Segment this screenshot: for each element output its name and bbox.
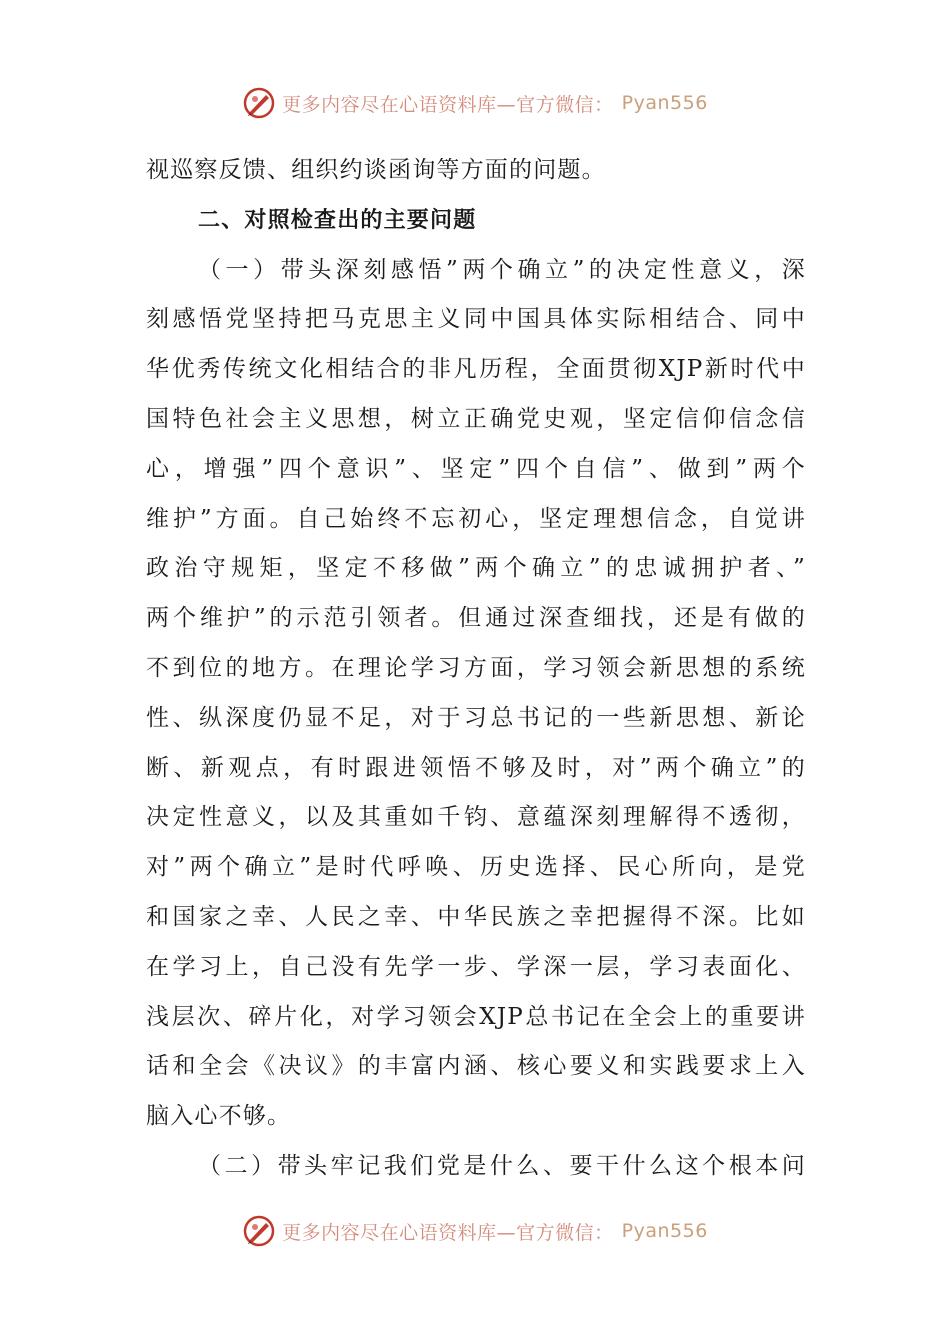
pen-logo-icon [242,86,276,120]
body-line: 断、新观点，有时跟进领悟不够及时，对”两个确立”的 [146,754,806,781]
watermark-text: 更多内容尽在心语资料库—官方微信： [282,93,614,116]
document-body [146,146,806,1192]
header-watermark [0,86,950,120]
body-line: 和国家之幸、人民之幸、中华民族之幸把握得不深。比如 [146,903,806,930]
body-line: 决定性意义，以及其重如千钧、意蕴深刻理解得不透彻， [146,804,806,831]
section-heading: 二、对照检查出的主要问题 [198,207,477,233]
body-line: 性、纵深度仍显不足，对于习总书记的一些新思想、新论 [146,704,806,731]
watermark-wechat-id: Pyan556 [621,1220,708,1242]
body-line: 不到位的地方。在理论学习方面，学习领会新思想的系统 [146,654,806,681]
body-line: （一）带头深刻感悟”两个确立”的决定性意义，深 [198,256,806,283]
body-line: 政治守规矩，坚定不移做”两个确立”的忠诚拥护者、” [146,555,806,582]
body-line: 两个维护”的示范引领者。但通过深查细找，还是有做的 [146,605,806,632]
body-line: 浅层次、碎片化，对学习领会XJP总书记在全会上的重要讲 [146,1003,806,1030]
body-line: 视巡察反馈、组织约谈函询等方面的问题。 [146,157,606,183]
body-line: （二）带头牢记我们党是什么、要干什么这个根本问 [198,1152,806,1179]
watermark-text: 更多内容尽在心语资料库—官方微信： [282,1221,614,1244]
body-line: 对”两个确立”是时代呼唤、历史选择、民心所向，是党 [146,854,806,881]
body-line: 国特色社会主义思想，树立正确党史观，坚定信仰信念信 [146,405,806,432]
body-line: 维护”方面。自己始终不忘初心，坚定理想信念，自觉讲 [146,505,806,532]
body-line: 心，增强”四个意识”、坚定”四个自信”、做到”两个 [146,455,806,482]
body-line: 在学习上，自己没有先学一步、学深一层，学习表面化、 [146,953,806,980]
watermark-wechat-id: Pyan556 [621,92,708,114]
body-line: 脑入心不够。 [146,1103,292,1130]
body-line: 话和全会《决议》的丰富内涵、核心要义和实践要求上入 [146,1053,806,1080]
body-line: 刻感悟党坚持把马克思主义同中国具体实际相结合、同中 [146,306,806,333]
footer-watermark [0,1214,950,1248]
pen-logo-icon [242,1214,276,1248]
body-line: 华优秀传统文化相结合的非凡历程，全面贯彻XJP新时代中 [146,356,806,383]
